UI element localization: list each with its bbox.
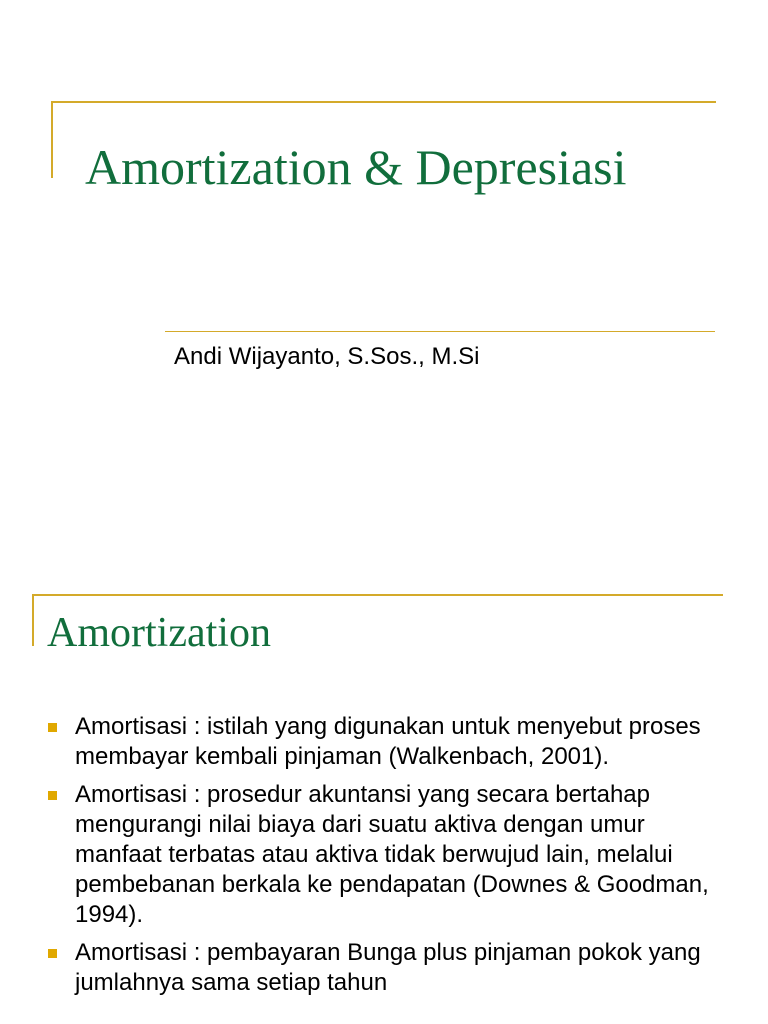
bullet-text: Amortisasi : pembayaran Bunga plus pinjaman pokok yang jumlahnya sama setiap tahun [75, 939, 701, 996]
slide-left-rule [51, 101, 53, 178]
bullet-text: Amortisasi : prosedur akuntansi yang secara bertahap mengurangi nilai biaya dari suatu aktiva dengan umur manfaat terbatas atau aktiva tidak berwujud lain, melalui pembebanan berkala ke pendapatan (Downes & Goodman, 1994). [75, 781, 709, 928]
slide-title: Amortization & Depresiasi [85, 139, 627, 195]
bullet-text: Amortisasi : istilah yang digunakan untuk menyebut proses membayar kembali pinjaman (Walkenbach, 2001). [75, 713, 701, 770]
square-bullet-icon [48, 791, 57, 800]
square-bullet-icon [48, 949, 57, 958]
slide-top-rule [51, 101, 716, 103]
bullet-list [46, 712, 726, 1006]
slide-left-rule [32, 594, 34, 646]
slide-top-rule [32, 594, 723, 596]
content-slide [0, 560, 768, 1024]
square-bullet-icon [48, 723, 57, 732]
bullet-item [46, 780, 726, 930]
bullet-item [46, 938, 726, 998]
slide-subtitle-author: Andi Wijayanto, S.Sos., M.Si [174, 343, 480, 370]
slide-title: Amortization [47, 610, 271, 656]
bullet-item [46, 712, 726, 772]
subtitle-rule [165, 331, 715, 332]
